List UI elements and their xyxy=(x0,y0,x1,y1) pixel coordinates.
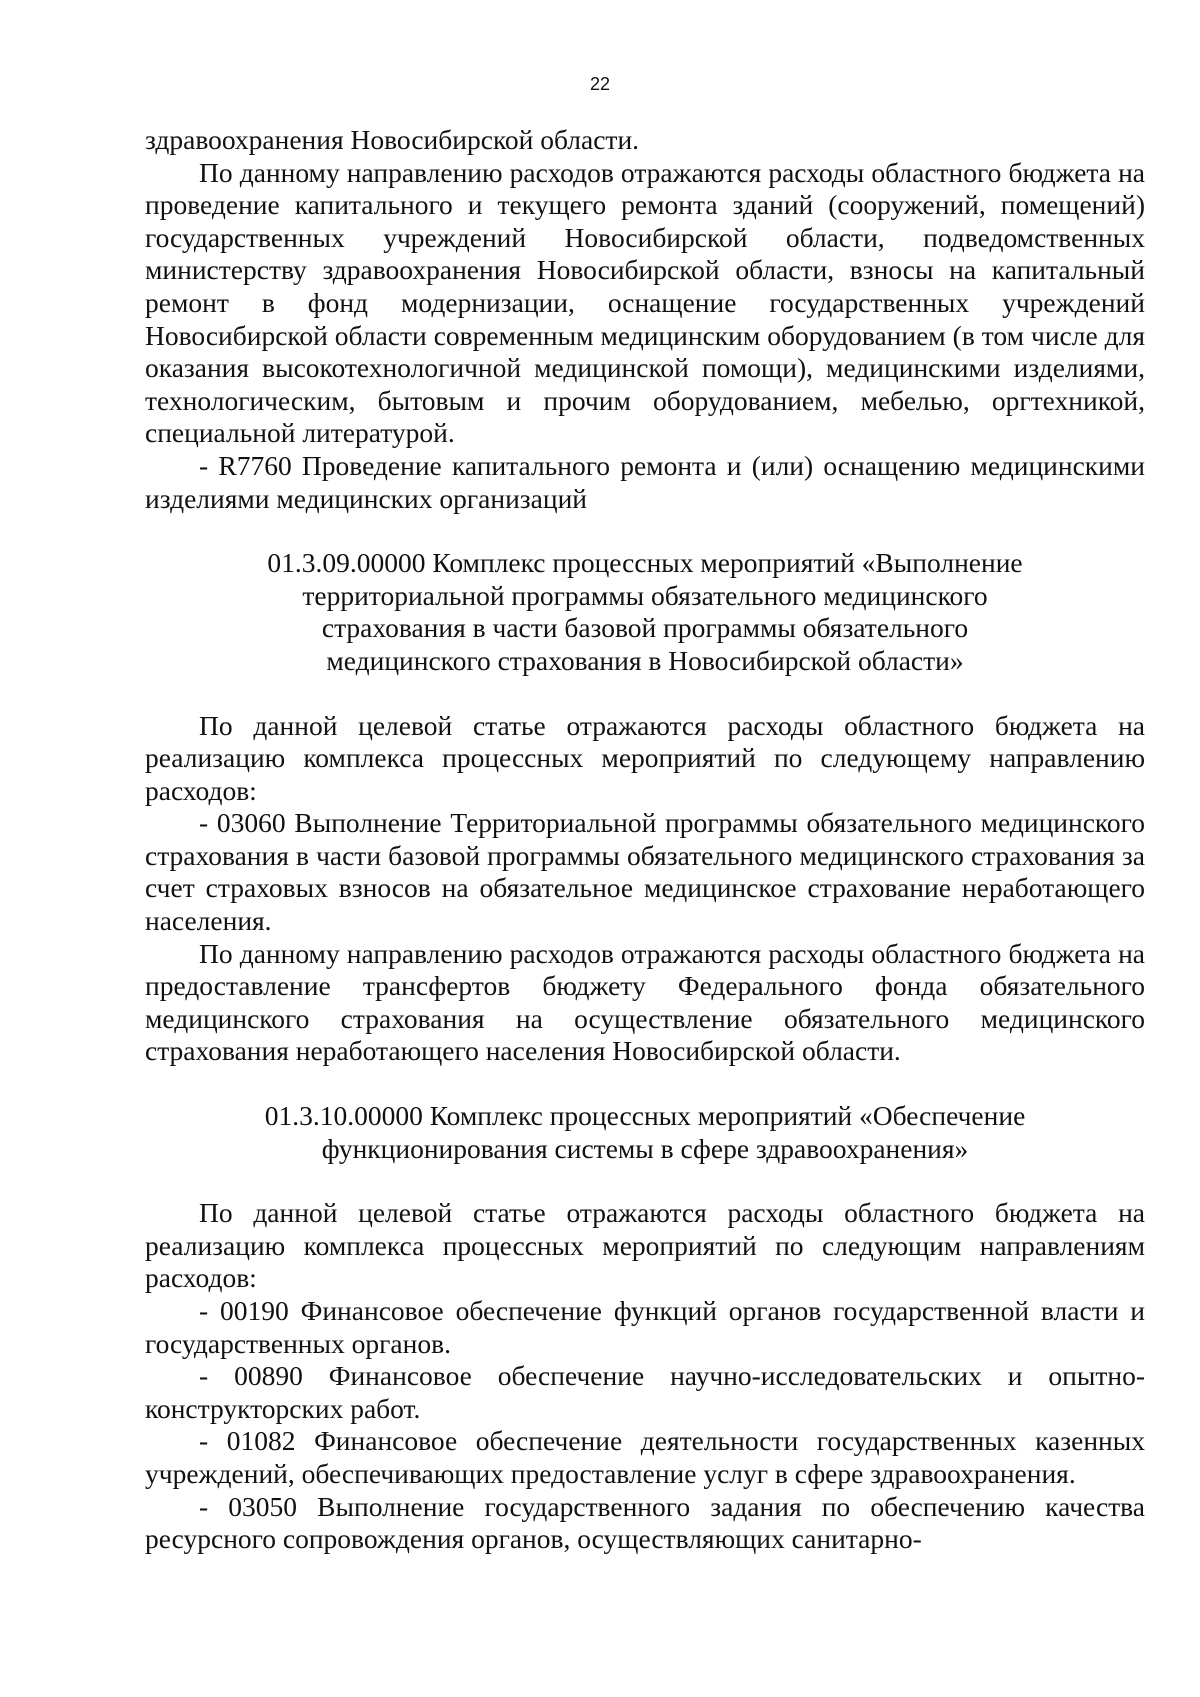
list-item-00890: - 00890 Финансовое обеспечение научно-исследовательских и опытно-конструкторских работ. xyxy=(145,1360,1145,1424)
paragraph: По данной целевой статье отражаются расходы областного бюджета на реализацию комплекса процессных мероприятий по следующему направлению расходов: xyxy=(145,709,1145,806)
list-item-00190: - 00190 Финансовое обеспечение функций органов государственной власти и государственных органов. xyxy=(145,1295,1145,1359)
list-item-03050: - 03050 Выполнение государственного задания по обеспечению качества ресурсного сопровождения органов, осуществляющих санитарно- xyxy=(145,1490,1145,1555)
heading-line: 01.3.09.00000 Комплекс процессных мероприятий «Выполнение xyxy=(267,547,1023,579)
list-item-r7760: - R7760 Проведение капитального ремонта и (или) оснащению медицинскими изделиями медицинских организаций xyxy=(145,449,1145,514)
paragraph: здравоохранения Новосибирской области. xyxy=(145,124,640,155)
paragraph: По данной целевой статье отражаются расходы областного бюджета на реализацию комплекса процессных мероприятий по следующим направлениям расходов: xyxy=(145,1197,1145,1294)
section-heading-01-3-09 xyxy=(145,547,1145,677)
heading-line: функционирования системы в сфере здравоохранения» xyxy=(321,1132,969,1164)
page-number: 22 xyxy=(589,74,611,94)
paragraph: По данному направлению расходов отражаются расходы областного бюджета на предоставление трансфертов бюджету Федерального фонда обязательного медицинского страхования на осуществление обязательного медицинского страхования неработающего населения Новосибирской области. xyxy=(145,937,1145,1067)
heading-line: страхования в части базовой программы обязательного xyxy=(321,612,969,644)
heading-line: медицинского страхования в Новосибирской области» xyxy=(326,644,964,676)
paragraph: По данному направлению расходов отражаются расходы областного бюджета на проведение капитального и текущего ремонта зданий (сооружений, помещений) государственных учреждений Новосибирской области, подведомственных министерству здравоохранения Новосибирской области, взносы на капитальный ремонт в фонд модернизации, оснащение государственных учреждений Новосибирской области современным медицинским оборудованием (в том числе для оказания высокотехнологичной медицинской помощи), медицинскими изделиями, технологическим, бытовым и прочим оборудованием, мебелью, оргтехникой, специальной литературой. xyxy=(145,156,1145,449)
heading-line: территориальной программы обязательного медицинского xyxy=(302,579,988,611)
heading-line: 01.3.10.00000 Комплекс процессных мероприятий «Обеспечение xyxy=(264,1100,1026,1132)
list-item-03060: - 03060 Выполнение Территориальной программы обязательного медицинского страхования в части базовой программы обязательного медицинского страхования за счет страховых взносов на обязательное медицинское страхование неработающего населения. xyxy=(145,807,1145,937)
document-body xyxy=(145,124,1145,1556)
list-item-01082: - 01082 Финансовое обеспечение деятельности государственных казенных учреждений, обеспечивающих предоставление услуг в сфере здравоохранения. xyxy=(145,1425,1145,1489)
section-heading-01-3-10 xyxy=(145,1100,1145,1165)
